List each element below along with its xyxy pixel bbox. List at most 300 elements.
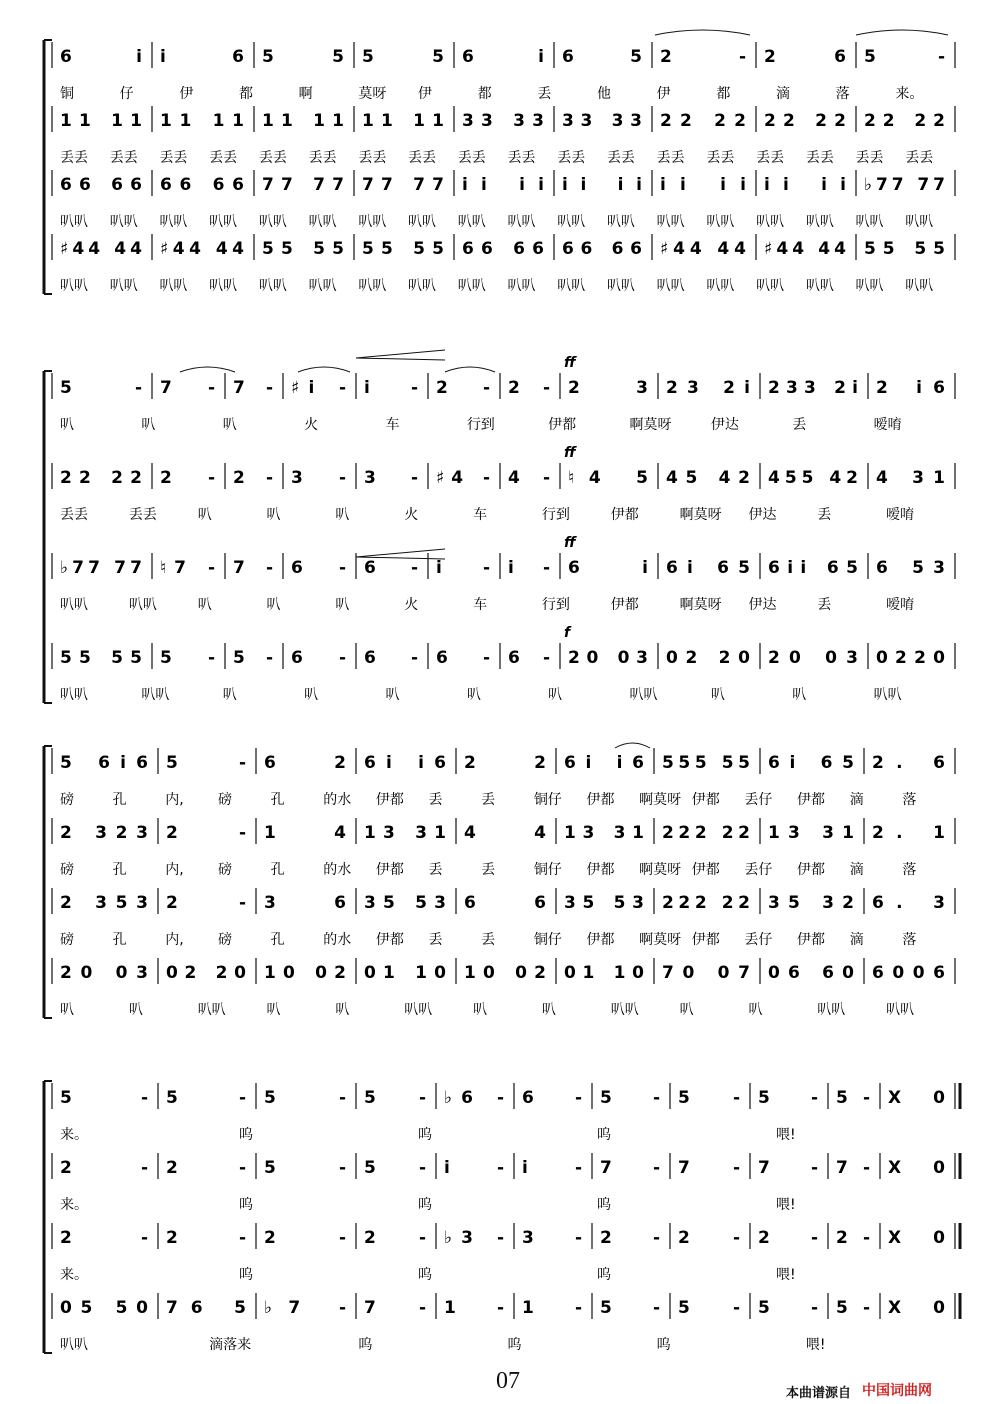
- lyric-syllable: 叭叭: [197, 1002, 226, 1018]
- lyric-syllable: 叭: [60, 417, 74, 433]
- lyric-syllable: 叭叭: [886, 1002, 915, 1018]
- lyric-syllable: 叭叭: [60, 214, 88, 230]
- jianpu-measure: 5 -: [864, 47, 945, 67]
- jianpu-measure: 5 -: [678, 1298, 740, 1318]
- lyric-syllable: 叭叭: [756, 278, 785, 294]
- lyric-syllable: 丢: [817, 507, 832, 523]
- jianpu-measure: 4 31: [876, 468, 945, 488]
- lyric-syllable: 磅: [60, 862, 74, 878]
- jianpu-measure: ♯44 44: [764, 239, 846, 259]
- jianpu-measure: 76 5: [166, 1298, 246, 1318]
- lyric-syllable: 伊都: [586, 932, 615, 948]
- jianpu-measure: 11 11: [362, 111, 444, 131]
- lyric-syllable: 喂!: [805, 1337, 826, 1353]
- lyric-syllable: 叭叭: [557, 278, 586, 294]
- lyric-syllable: 叭叭: [159, 278, 188, 294]
- lyric-syllable: 铜仔: [533, 792, 562, 808]
- jianpu-measure: 222 22: [662, 823, 750, 843]
- jianpu-measure: 06 60: [768, 963, 854, 983]
- jianpu-measure: 5 -: [836, 1088, 870, 1108]
- jianpu-measure: 77 77: [262, 175, 344, 195]
- lyric-syllable: 伊都: [610, 597, 639, 613]
- jianpu-measure: 2 -: [758, 1228, 818, 1248]
- lyric-syllable: 丢: [792, 417, 807, 433]
- lyric-syllable: 叭: [792, 687, 807, 703]
- lyric-syllable: 伊都: [375, 862, 404, 878]
- lyric-syllable: 丢: [481, 792, 496, 808]
- jianpu-measure: 6 -: [291, 648, 346, 668]
- lyric-syllable: 滴: [776, 86, 790, 102]
- jianpu-measure: 5 -: [160, 648, 215, 668]
- lyric-syllable: 莫呀: [358, 86, 387, 102]
- jianpu-measure: ♯i -: [291, 378, 346, 398]
- jianpu-measure: 3 6: [264, 893, 346, 913]
- lyric-syllable: 丢: [428, 792, 443, 808]
- jianpu-measure: 7 -: [600, 1158, 660, 1178]
- lyric-syllable: 孔: [270, 932, 285, 948]
- lyric-syllable: 叭: [60, 1002, 74, 1018]
- lyric-syllable: 丢: [428, 862, 443, 878]
- lyric-syllable: 落: [902, 932, 917, 948]
- lyric-syllable: 丢丢: [209, 150, 238, 166]
- jianpu-measure: 35 53: [564, 893, 644, 913]
- lyric-syllable: 都: [716, 86, 731, 102]
- jianpu-measure: 2 -: [233, 468, 273, 488]
- jianpu-measure: 33 33: [462, 111, 544, 131]
- lyric-syllable: 车: [473, 597, 488, 613]
- jianpu-measure: ♯4 -: [436, 468, 490, 488]
- jianpu-measure: 7 -: [364, 1298, 426, 1318]
- source-site-link[interactable]: 中国词曲网: [862, 1383, 932, 1399]
- lyric-syllable: 丢丢: [408, 150, 437, 166]
- slur: [180, 367, 235, 372]
- jianpu-measure: 01 10: [364, 963, 446, 983]
- jianpu-measure: 22 22: [60, 468, 142, 488]
- lyric-syllable: 呜: [358, 1337, 373, 1353]
- jianpu-measure: ♭6 -: [444, 1088, 504, 1108]
- lyric-syllable: 叭: [266, 597, 281, 613]
- lyric-syllable: 叭叭: [905, 214, 934, 230]
- lyric-syllable: 行到: [466, 417, 495, 433]
- jianpu-measure: 11 11: [60, 111, 142, 131]
- jianpu-measure: 55 55: [262, 239, 344, 259]
- lyric-syllable: 叭叭: [128, 597, 157, 613]
- lyric-syllable: 伊都: [691, 932, 720, 948]
- lyric-syllable: 叭叭: [209, 214, 238, 230]
- lyric-syllable: 呜: [656, 1337, 671, 1353]
- jianpu-measure: ii ii: [764, 175, 846, 195]
- lyric-syllable: 丢丢: [109, 150, 138, 166]
- lyric-syllable: 磅: [217, 792, 232, 808]
- lyric-syllable: 孔: [270, 792, 285, 808]
- lyric-syllable: 叭叭: [141, 687, 170, 703]
- lyric-syllable: 呜: [597, 1197, 611, 1213]
- lyric-syllable: 丢仔: [744, 792, 773, 808]
- lyric-syllable: 伊都: [797, 792, 826, 808]
- jianpu-measure: i -: [364, 378, 418, 398]
- lyric-syllable: 叭叭: [817, 1002, 846, 1018]
- jianpu-measure: i -: [436, 558, 490, 578]
- lyric-syllable: 丢: [481, 932, 496, 948]
- lyric-syllable: 滴: [849, 862, 864, 878]
- lyric-syllable: 车: [473, 507, 488, 523]
- lyric-syllable: 丢丢: [60, 507, 88, 523]
- jianpu-measure: 2. 6: [872, 753, 945, 773]
- lyric-syllable: 叭叭: [109, 278, 138, 294]
- lyric-syllable: 叭: [197, 507, 212, 523]
- lyric-syllable: 叭: [335, 1002, 350, 1018]
- jianpu-measure: 5 6i6: [60, 753, 148, 773]
- lyric-syllable: 叭: [141, 417, 156, 433]
- page-number: 07: [496, 1368, 520, 1394]
- lyric-syllable: 啊莫呀: [639, 792, 682, 808]
- lyric-syllable: 叭: [541, 1002, 556, 1018]
- jianpu-measure: 66 66: [462, 239, 544, 259]
- lyric-syllable: 他: [597, 86, 611, 102]
- lyric-syllable: 叭: [679, 1002, 694, 1018]
- lyric-syllable: 呜: [597, 1267, 611, 1283]
- lyric-syllable: 叭叭: [60, 1337, 88, 1353]
- slur: [298, 367, 350, 372]
- jianpu-measure: ii ii: [562, 175, 642, 195]
- jianpu-measure: 5 -: [60, 1088, 148, 1108]
- lyric-syllable: 磅: [217, 932, 232, 948]
- jianpu-measure: 35 53: [364, 893, 446, 913]
- lyric-syllable: 叭叭: [258, 278, 287, 294]
- lyric-syllable: 都: [477, 86, 492, 102]
- jianpu-measure: 2 6: [764, 47, 846, 67]
- jianpu-measure: X 0: [888, 1088, 945, 1108]
- jianpu-measure: 3 -: [291, 468, 346, 488]
- lyric-syllable: 叭叭: [404, 1002, 433, 1018]
- lyric-syllable: 叭: [748, 1002, 763, 1018]
- slur: [856, 30, 948, 35]
- jianpu-measure: 6 6: [464, 893, 546, 913]
- lyric-syllable: 叭叭: [358, 278, 387, 294]
- jianpu-measure: 6 -: [291, 558, 346, 578]
- lyric-syllable: 丢丢: [308, 150, 337, 166]
- lyric-syllable: 滴: [849, 932, 864, 948]
- lyric-syllable: 孔: [112, 792, 127, 808]
- jianpu-measure: 6006: [872, 963, 945, 983]
- jianpu-measure: 2 -: [60, 1158, 148, 1178]
- slur: [655, 30, 750, 35]
- jianpu-measure: 5 -: [364, 1088, 426, 1108]
- lyric-syllable: 丢丢: [756, 150, 785, 166]
- jianpu-measure: 66 66: [60, 175, 142, 195]
- lyric-syllable: 都: [239, 86, 253, 102]
- lyric-syllable: 叭叭: [629, 687, 658, 703]
- jianpu-measure: 11 11: [160, 111, 244, 131]
- jianpu-measure: 6 2: [264, 753, 346, 773]
- lyric-syllable: 叭叭: [60, 597, 88, 613]
- lyric-syllable: 丢丢: [606, 150, 635, 166]
- lyric-syllable: 伊都: [691, 862, 720, 878]
- lyric-syllable: 丢丢: [507, 150, 536, 166]
- lyric-syllable: 伊: [418, 86, 432, 102]
- jianpu-measure: 55 55: [362, 239, 444, 259]
- jianpu-measure: 0220: [876, 648, 945, 668]
- lyric-syllable: 伊都: [610, 507, 639, 523]
- jianpu-measure: 2. 1: [872, 823, 945, 843]
- lyric-syllable: 丢丢: [159, 150, 188, 166]
- lyric-syllable: 孔: [112, 932, 127, 948]
- lyric-syllable: 叭叭: [606, 214, 635, 230]
- lyric-syllable: 喂!: [776, 1127, 796, 1143]
- dynamic-marking: ff: [564, 535, 576, 551]
- lyric-syllable: 孔: [270, 862, 285, 878]
- dynamic-marking: ff: [564, 445, 576, 461]
- jianpu-measure: ♯44 44: [160, 239, 244, 259]
- lyric-syllable: 伊都: [586, 792, 615, 808]
- lyric-syllable: 丢仔: [744, 932, 773, 948]
- jianpu-measure: ♯44 44: [660, 239, 746, 259]
- lyric-syllable: 伊都: [797, 932, 826, 948]
- dynamic-marking: ff: [564, 355, 576, 371]
- jianpu-measure: ♭3 -: [444, 1228, 504, 1248]
- lyric-syllable: 伊都: [586, 862, 615, 878]
- jianpu-measure: 5 -: [166, 1088, 246, 1108]
- jianpu-measure: 5 -: [758, 1298, 818, 1318]
- lyric-syllable: 行到: [541, 507, 570, 523]
- lyric-syllable: 落: [902, 862, 917, 878]
- lyric-syllable: 叭叭: [209, 278, 238, 294]
- lyric-syllable: 伊都: [797, 862, 826, 878]
- jianpu-measure: 5 -: [60, 378, 142, 398]
- jianpu-measure: 7 -: [160, 378, 215, 398]
- jianpu-measure: 5 5: [262, 47, 344, 67]
- jianpu-measure: 2 -: [166, 823, 246, 843]
- lyric-syllable: 丢丢: [805, 150, 834, 166]
- jianpu-measure: 6 -: [508, 648, 550, 668]
- jianpu-measure: 55 55: [60, 648, 142, 668]
- jianpu-measure: ii ii: [462, 175, 544, 195]
- lyric-syllable: 叭叭: [610, 1002, 639, 1018]
- lyric-syllable: 铜仔: [533, 862, 562, 878]
- lyric-syllable: 的水: [323, 862, 352, 878]
- lyric-syllable: 丢丢: [855, 150, 884, 166]
- lyric-syllable: 叭叭: [457, 278, 486, 294]
- lyric-syllable: 伊达: [748, 507, 777, 523]
- lyric-syllable: 叭: [335, 507, 350, 523]
- lyric-syllable: 叭叭: [457, 214, 486, 230]
- jianpu-measure: 2 2: [464, 753, 546, 773]
- lyric-syllable: 车: [385, 417, 400, 433]
- lyric-syllable: 叭: [466, 687, 481, 703]
- jianpu-measure: 6 i: [462, 47, 544, 67]
- jianpu-measure: 22 22: [764, 111, 846, 131]
- jianpu-measure: ♮7 -: [160, 558, 215, 578]
- jianpu-measure: 1 4: [264, 823, 346, 843]
- jianpu-measure: 77 77: [362, 175, 444, 195]
- lyric-syllable: 嗳唷: [886, 597, 915, 613]
- lyric-syllable: 嗳唷: [886, 507, 915, 523]
- jianpu-measure: 6ii 65: [768, 558, 858, 578]
- slur: [615, 743, 650, 748]
- jianpu-measure: 6i i6: [364, 753, 446, 773]
- lyric-syllable: 呜: [507, 1337, 522, 1353]
- jianpu-measure: 4 -: [508, 468, 550, 488]
- jianpu-measure: 20 03: [768, 648, 858, 668]
- jianpu-measure: 2 -: [836, 1228, 870, 1248]
- jianpu-measure: 7 -: [233, 378, 273, 398]
- lyric-syllable: 叭叭: [60, 278, 88, 294]
- lyric-syllable: 丢丢: [457, 150, 486, 166]
- jianpu-measure: 66 66: [562, 239, 642, 259]
- lyric-syllable: 呜: [418, 1127, 432, 1143]
- lyric-syllable: 丢仔: [744, 862, 773, 878]
- jianpu-measure: 6. 3: [872, 893, 945, 913]
- lyric-syllable: 呜: [597, 1127, 611, 1143]
- jianpu-measure: i -: [508, 558, 550, 578]
- jianpu-measure: ♮4 5: [568, 468, 648, 488]
- lyric-syllable: 丢丢: [128, 507, 157, 523]
- lyric-syllable: 的水: [323, 792, 352, 808]
- jianpu-measure: 20 03: [60, 963, 148, 983]
- source-label: 本曲谱源自: [786, 1386, 852, 1401]
- jianpu-measure: 7 -: [233, 558, 273, 578]
- lyric-syllable: 丢丢: [656, 150, 685, 166]
- jianpu-measure: 222 22: [662, 893, 750, 913]
- lyric-syllable: 叭叭: [706, 278, 735, 294]
- jianpu-measure: 5 5: [362, 47, 444, 67]
- lyric-syllable: 丢丢: [557, 150, 586, 166]
- lyric-syllable: 叭叭: [408, 278, 437, 294]
- lyric-syllable: 叭: [548, 687, 563, 703]
- jianpu-measure: 11 11: [262, 111, 344, 131]
- lyric-syllable: 内,: [165, 862, 184, 878]
- jianpu-measure: 7 -: [758, 1158, 818, 1178]
- lyric-syllable: 啊莫呀: [679, 597, 722, 613]
- lyric-syllable: 叭: [222, 417, 237, 433]
- jianpu-measure: 6i 65: [666, 558, 750, 578]
- jianpu-measure: 6 -: [522, 1088, 582, 1108]
- lyric-syllable: 叭叭: [855, 214, 884, 230]
- jianpu-measure: 5 -: [364, 1158, 426, 1178]
- lyric-syllable: 伊都: [375, 792, 404, 808]
- lyric-syllable: 内,: [165, 792, 184, 808]
- lyric-syllable: 伊都: [691, 792, 720, 808]
- lyric-syllable: 叭: [385, 687, 400, 703]
- lyric-syllable: 伊都: [548, 417, 577, 433]
- jianpu-measure: 02 20: [666, 648, 750, 668]
- lyric-syllable: 叭叭: [308, 214, 337, 230]
- jianpu-measure: 6i i6: [564, 753, 644, 773]
- lyric-syllable: 叭: [197, 597, 212, 613]
- jianpu-measure: 1 -: [444, 1298, 504, 1318]
- jianpu-measure: 10 02: [264, 963, 346, 983]
- jianpu-measure: ii ii: [660, 175, 746, 195]
- lyric-syllable: 呜: [239, 1127, 253, 1143]
- lyric-syllable: 叭叭: [408, 214, 437, 230]
- lyric-syllable: 伊达: [710, 417, 739, 433]
- lyric-syllable: 丢: [537, 86, 552, 102]
- jianpu-measure: 6i 65: [768, 753, 854, 773]
- lyric-syllable: 叭: [710, 687, 725, 703]
- jianpu-measure: 55 55: [864, 239, 945, 259]
- lyric-syllable: 叭: [304, 687, 319, 703]
- lyric-syllable: 叭叭: [756, 214, 785, 230]
- jianpu-measure: 6 -: [364, 648, 418, 668]
- lyric-syllable: 落: [835, 86, 850, 102]
- lyric-syllable: 叭: [266, 1002, 281, 1018]
- jianpu-measure: 6 53: [876, 558, 945, 578]
- jianpu-measure: 2 -: [264, 1228, 346, 1248]
- lyric-syllable: 叭叭: [855, 278, 884, 294]
- lyric-syllable: 的水: [323, 932, 352, 948]
- jianpu-measure: 2 -: [166, 1228, 246, 1248]
- jianpu-measure: 2 -: [600, 1228, 660, 1248]
- lyric-syllable: 叭叭: [805, 214, 834, 230]
- lyric-syllable: 来。: [60, 1267, 88, 1283]
- jianpu-measure: 13 31: [768, 823, 854, 843]
- jianpu-measure: 70 07: [662, 963, 750, 983]
- lyric-syllable: 来。: [895, 86, 924, 102]
- lyric-syllable: 喂!: [776, 1267, 796, 1283]
- lyric-syllable: 来。: [60, 1197, 88, 1213]
- lyric-syllable: 叭叭: [507, 214, 536, 230]
- jianpu-measure: 5 -: [264, 1158, 346, 1178]
- jianpu-measure: 02 20: [166, 963, 246, 983]
- jianpu-measure: 1 -: [522, 1298, 582, 1318]
- lyric-syllable: 来。: [60, 1127, 88, 1143]
- lyric-syllable: 行到: [541, 597, 570, 613]
- jianpu-measure: 10 02: [464, 963, 546, 983]
- jianpu-measure: 22 22: [660, 111, 746, 131]
- lyric-syllable: 磅: [60, 932, 74, 948]
- jianpu-measure: 05 50: [60, 1298, 148, 1318]
- jianpu-measure: ♯44 44: [60, 239, 142, 259]
- jianpu-measure: 13 31: [564, 823, 644, 843]
- lyric-syllable: 呜: [418, 1197, 432, 1213]
- lyric-syllable: 仔: [119, 86, 134, 102]
- lyric-syllable: 叭: [335, 597, 350, 613]
- lyric-syllable: 丢丢: [358, 150, 387, 166]
- jianpu-measure: 2 -: [678, 1228, 740, 1248]
- lyric-syllable: 叭叭: [805, 278, 834, 294]
- lyric-syllable: 伊都: [375, 932, 404, 948]
- lyric-syllable: 啊莫呀: [629, 417, 672, 433]
- jianpu-measure: 6 -: [364, 558, 418, 578]
- jianpu-measure: 5 -: [600, 1088, 660, 1108]
- lyric-syllable: 丢: [481, 862, 496, 878]
- lyric-syllable: 叭叭: [109, 214, 138, 230]
- jianpu-measure: 2 -: [508, 378, 550, 398]
- jianpu-measure: 2 -: [166, 1158, 246, 1178]
- lyric-syllable: 嗳唷: [873, 417, 902, 433]
- jianpu-measure: ♭77 77: [864, 175, 945, 195]
- lyric-syllable: 内,: [165, 932, 184, 948]
- lyric-syllable: 叭叭: [308, 278, 337, 294]
- slur: [445, 367, 495, 372]
- jianpu-measure: 01 10: [564, 963, 644, 983]
- lyric-syllable: 叭叭: [706, 214, 735, 230]
- lyric-syllable: 叭叭: [258, 214, 287, 230]
- jianpu-measure: 5 -: [233, 648, 273, 668]
- jianpu-measure: 22 22: [864, 111, 945, 131]
- lyric-syllable: 叭: [128, 1002, 143, 1018]
- jianpu-measure: 20 03: [568, 648, 648, 668]
- lyric-syllable: 孔: [112, 862, 127, 878]
- lyric-syllable: 伊: [656, 86, 671, 102]
- jianpu-measure: X 0: [888, 1298, 945, 1318]
- jianpu-measure: 7 -: [836, 1158, 870, 1178]
- jianpu-measure: 5 -: [264, 1088, 346, 1108]
- lyric-syllable: 叭叭: [60, 687, 88, 703]
- jianpu-measure: 35 32: [768, 893, 854, 913]
- crescendo-hairpin: [356, 549, 445, 559]
- jianpu-measure: 45 42: [666, 468, 750, 488]
